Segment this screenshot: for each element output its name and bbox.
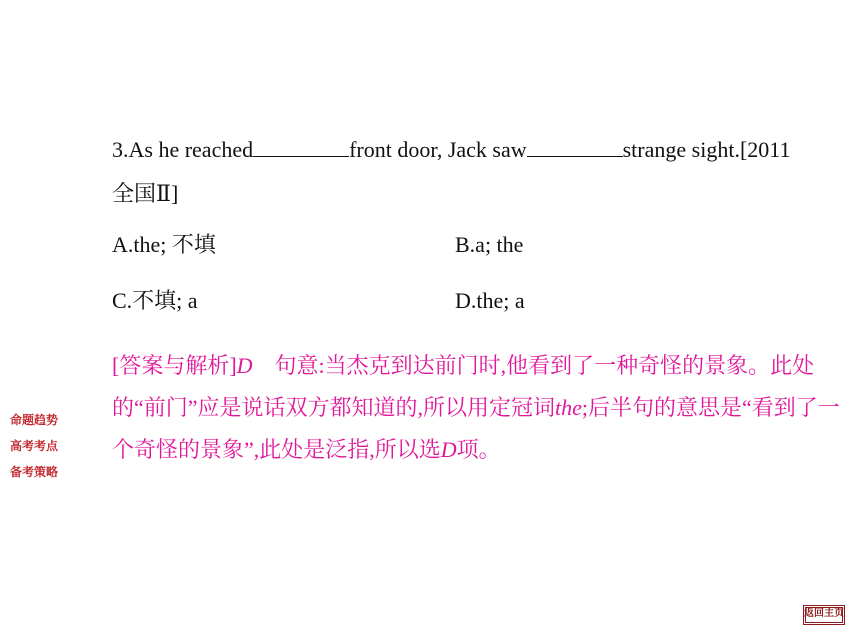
answer-text-1: 句意:当杰克到达前门时,他看到了一种奇怪的景象。此处的“前门”应是说话双方都知道的,所以用定冠词 (112, 353, 815, 420)
question-source: 全国Ⅱ] (112, 181, 179, 206)
option-a: A.the; 不填 (112, 232, 216, 257)
question-text (112, 128, 842, 216)
answer-letter-2: D (440, 437, 457, 462)
answer-explanation (112, 345, 847, 471)
answer-text-3: 项。 (456, 437, 501, 462)
option-c: C.不填; a (112, 288, 198, 313)
blank-1 (253, 138, 349, 157)
nav-strategy-link[interactable]: 备考策略 (10, 465, 59, 479)
question-part2: front door, Jack saw (349, 137, 527, 162)
answer-letter: D (236, 353, 253, 378)
answer-text-2: ;后半句的意思是“看到了一个奇怪的景象”,此处是泛指,所以选 (112, 395, 840, 462)
nav-exam-points-link[interactable]: 高考考点 (10, 439, 59, 453)
question-part1: 3.As he reached (112, 137, 254, 162)
option-b: B.a; the (455, 232, 524, 257)
question-part3: strange sight.[2011 (622, 137, 791, 162)
nav-trend-link[interactable]: 命题趋势 (10, 413, 59, 427)
blank-2 (527, 138, 623, 157)
side-nav (10, 410, 58, 488)
answer-word: the (555, 395, 582, 420)
home-button[interactable]: 返回主页 (803, 605, 845, 625)
option-d: D.the; a (455, 288, 525, 313)
answer-prefix: [答案与解析] (112, 353, 237, 378)
